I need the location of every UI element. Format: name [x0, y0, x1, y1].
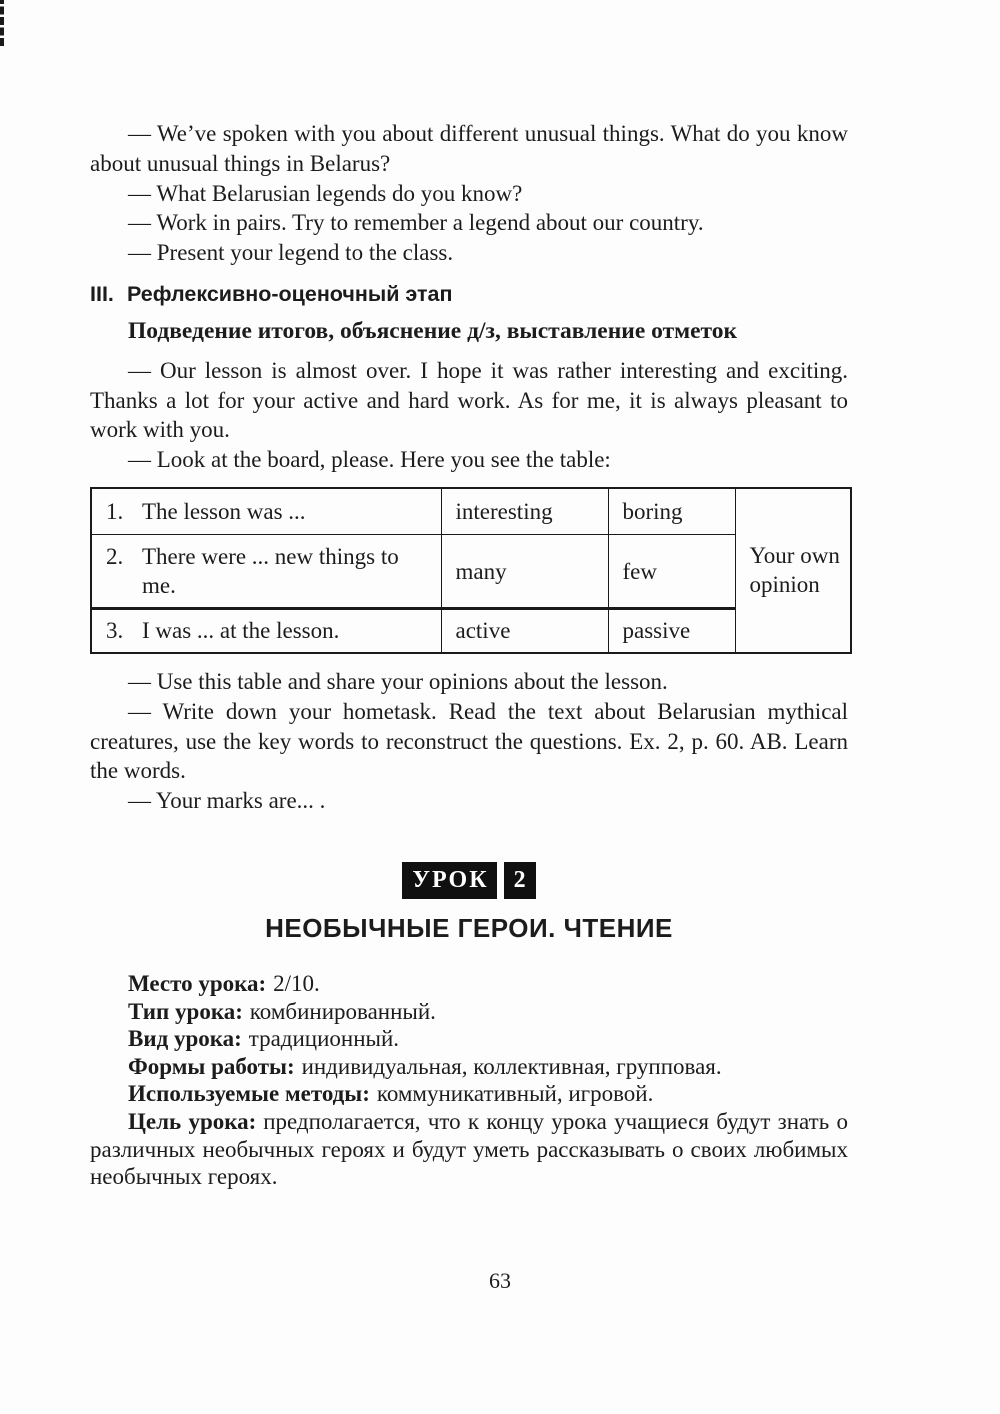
lesson-badge-label: УРОК: [402, 862, 496, 899]
closing-paragraph: — Use this table and share your opinions about the lesson.: [128, 668, 668, 694]
meta-value: коммуникативный, игровой.: [376, 1081, 654, 1107]
meta-label: Тип урока:: [128, 998, 243, 1024]
table-cell-option: few: [608, 535, 735, 609]
intro-paragraph: — Work in pairs. Try to remember a legend about our country.: [128, 210, 704, 236]
closing-paragraph: — Your marks are... .: [128, 788, 326, 814]
meta-value: традиционный.: [248, 1026, 400, 1052]
table-cell-option: boring: [608, 488, 735, 535]
intro-paragraph: — Present your legend to the class.: [128, 240, 454, 266]
stage-subtitle: Подведение итогов, объяснение д/з, выставление отметок: [128, 317, 738, 344]
statement-text: The lesson was ...: [142, 498, 306, 524]
lesson-badge: [90, 862, 848, 899]
lesson-meta-line: [90, 1025, 848, 1053]
table-cell-option: active: [441, 609, 608, 653]
table-cell-own-opinion: Your own opinion: [735, 488, 851, 653]
row-number: 3.: [106, 618, 124, 644]
table-row: [91, 488, 851, 535]
intro-paragraph: — We’ve spoken with you about different unusual things. What do you know about unusual things in Belarus?: [90, 121, 848, 176]
row-number: 1.: [106, 498, 124, 524]
stage-paragraph: — Our lesson is almost over. I hope it was rather interesting and exciting. Thanks a lot for your active and hard work. As for me, it is always pleasant to work with you.: [90, 357, 848, 443]
stage-numeral: III.: [90, 281, 114, 306]
stage-paragraph: — Look at the board, please. Here you see the table:: [128, 447, 611, 473]
meta-label: Цель урока:: [128, 1108, 257, 1134]
meta-label: Место урока:: [128, 970, 267, 996]
lesson-title: НЕОБЫЧНЫЕ ГЕРОИ. ЧТЕНИЕ: [265, 912, 673, 943]
lesson-meta-line: [90, 998, 848, 1026]
statement-text: I was ... at the lesson.: [142, 618, 340, 644]
stage-title: Рефлексивно-оценочный этап: [127, 281, 453, 306]
table-cell-statement: [91, 609, 441, 653]
meta-value: предполагается, что к концу урока учащиеся будут знать о различных необычных героях и будут уметь рассказывать о своих любимых необычных героях.: [90, 1108, 848, 1190]
closing-paragraph: — Write down your hometask. Read the text about Belarusian mythical creatures, use the key words to reconstruct the questions. Ex. 2, p. 60. AB. Learn the words.: [90, 698, 848, 784]
lesson-meta-line: [90, 1080, 848, 1108]
meta-value: 2/10.: [273, 970, 320, 996]
lesson-meta-line: [90, 1108, 848, 1191]
intro-paragraph: — What Belarusian legends do you know?: [128, 180, 523, 206]
reflection-table: [90, 487, 852, 654]
meta-value: комбинированный.: [249, 998, 436, 1024]
stage-heading: [90, 281, 848, 308]
meta-label: Формы работы:: [128, 1053, 295, 1079]
page-content: [90, 119, 848, 1191]
page-number: 63: [489, 1268, 511, 1293]
meta-label: Вид урока:: [128, 1026, 242, 1052]
scan-edge-mark: [0, 0, 4, 46]
lesson-meta-line: [90, 970, 848, 998]
row-number: 2.: [106, 543, 124, 569]
table-cell-statement: [91, 535, 441, 609]
statement-text: There were ... new things to me.: [142, 543, 399, 599]
table-cell-option: interesting: [441, 488, 608, 535]
meta-label: Используемые методы:: [128, 1081, 370, 1107]
lesson-meta-line: [90, 1053, 848, 1081]
table-cell-option: many: [441, 535, 608, 609]
table-cell-option: passive: [608, 609, 735, 653]
lesson-badge-number: 2: [504, 862, 536, 899]
table-cell-statement: [91, 488, 441, 535]
meta-value: индивидуальная, коллективная, групповая.: [301, 1053, 722, 1079]
